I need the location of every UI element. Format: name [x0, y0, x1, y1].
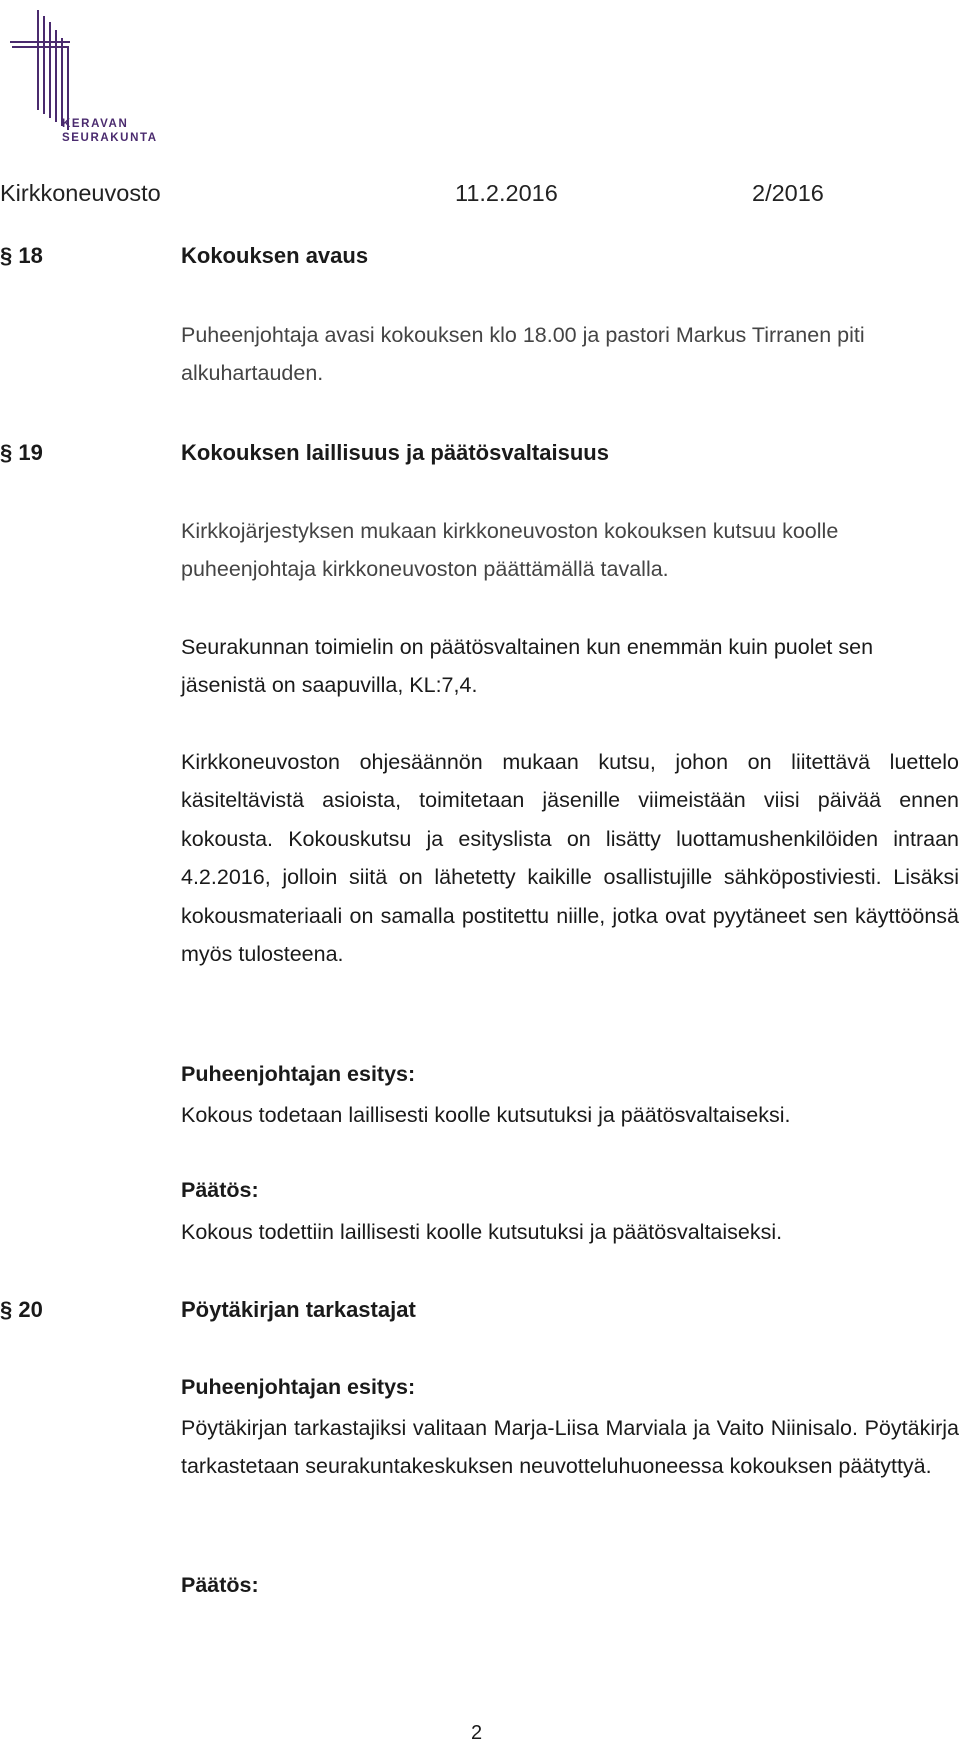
header-date: 11.2.2016: [455, 180, 558, 206]
section-20-proposal-label: Puheenjohtajan esitys:: [181, 1375, 416, 1399]
logo-line-1: KERAVAN: [62, 118, 129, 130]
section-20-number: § 20: [0, 1297, 43, 1322]
header-organ: Kirkkoneuvosto: [0, 180, 161, 206]
logo-text: [62, 117, 158, 145]
section-19-paragraph-2: Seurakunnan toimielin on päätösvaltainen kun enemmän kuin puolet sen jäsenistä on saapuvilla, KL:7,4.: [181, 635, 874, 698]
section-19-decision-text: Kokous todettiin laillisesti koolle kutsutuksi ja päätösvaltaiseksi.: [181, 1220, 783, 1244]
section-20-decision-label: Päätös:: [181, 1573, 259, 1597]
header-number: 2/2016: [752, 180, 824, 206]
section-20-proposal-text: Pöytäkirjan tarkastajiksi valitaan Marja-Liisa Marviala ja Vaito Niinisalo. Pöytäkirja tarkastetaan seurakuntakeskuksen neuvotteluhuoneessa kokouksen päätyttyä.: [181, 1416, 959, 1479]
section-20-title: Pöytäkirjan tarkastajat: [181, 1297, 416, 1322]
section-19-proposal-label: Puheenjohtajan esitys:: [181, 1062, 416, 1086]
section-18-text: Puheenjohtaja avasi kokouksen klo 18.00 ja pastori Markus Tirranen piti alkuhartauden.: [181, 323, 865, 386]
section-19-number: § 19: [0, 440, 43, 465]
section-19-decision-label: Päätös:: [181, 1178, 259, 1202]
page-number: 2: [471, 1722, 483, 1744]
logo-line-2: SEURAKUNTA: [62, 132, 158, 144]
section-18-number: § 18: [0, 243, 43, 268]
section-18-title: Kokouksen avaus: [181, 243, 369, 268]
section-19-proposal-text: Kokous todetaan laillisesti koolle kutsutuksi ja päätösvaltaiseksi.: [181, 1103, 791, 1127]
section-19-paragraph-1: Kirkkojärjestyksen mukaan kirkkoneuvoston kokouksen kutsuu koolle puheenjohtaja kirkkoneuvoston päättämällä tavalla.: [181, 519, 839, 582]
section-19-paragraph-3: Kirkkoneuvoston ohjesäännön mukaan kutsu, johon on liitettävä luettelo käsiteltävistä asioista, toimitetaan jäsenille viimeistään viisi päivää ennen kokousta. Kokouskutsu ja esityslista on lisätty luottamushenkilöiden intraan 4.2.2016, jolloin siitä on lähetetty kaikille osallistujille sähköpostiviesti. Lisäksi kokousmateriaali on samalla postitettu niille, jotka ovat pyytäneet sen käyttöönsä myös tulosteena.: [181, 750, 959, 967]
section-19-title: Kokouksen laillisuus ja päätösvaltaisuus: [181, 440, 609, 465]
